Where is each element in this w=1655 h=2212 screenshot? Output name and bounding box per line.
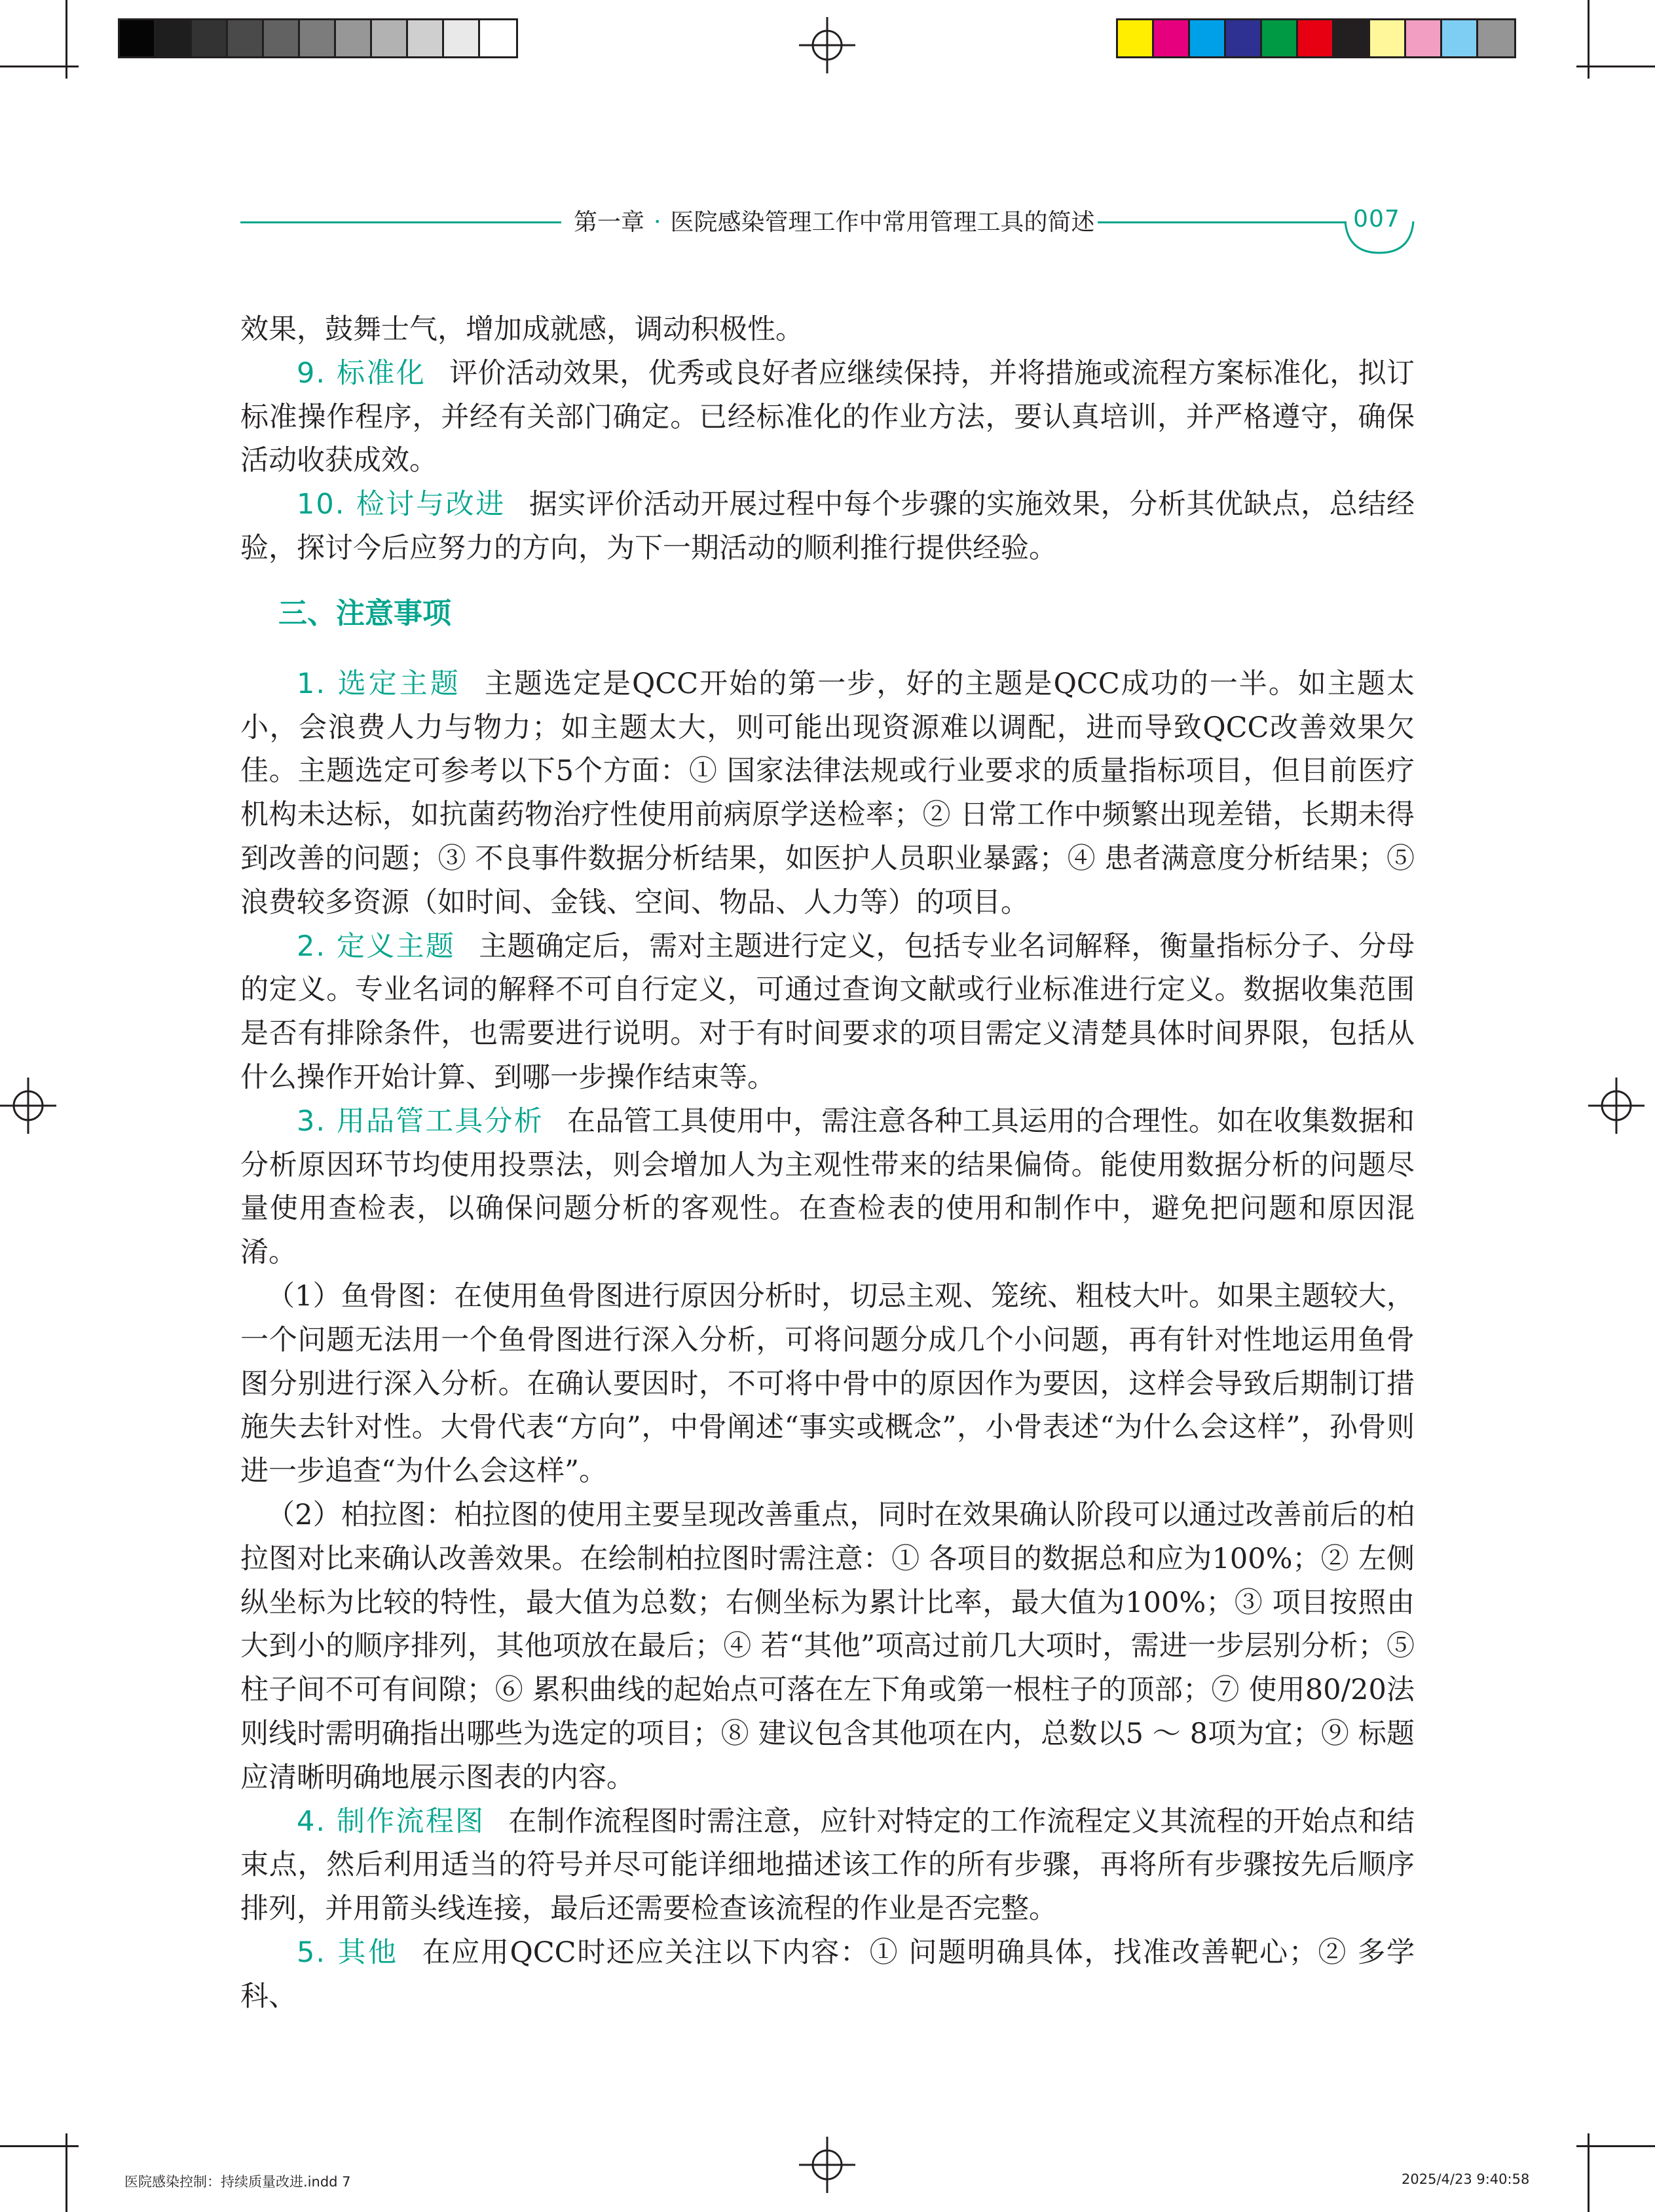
item-heading: 2. 定义主题 — [297, 929, 456, 963]
color-swatch — [120, 20, 156, 56]
paragraph-text: 主题选定是QCC开始的第一步，好的主题是QCC成功的一半。如主题太小，会浪费人力与物力；如主题太大，则可能出现资源难以调配，进而导致QCC改善效果欠佳。主题选定可参考以下5个方面：① 国家法律法规或行业要求的质量指标项目，但目前医疗机构未达标，如抗菌药物治疗性使用前病原学送检率；② 日常工作中频繁出现差错，长期未得到改善的问题；③ 不良事件数据分析结果，如医护人员职业暴露；④ 患者满意度分析结果；⑤ 浪费较多资源（如时间、金钱、空间、物品、人力等）的项目。 — [240, 667, 1415, 919]
paragraph-step-9 — [240, 352, 1415, 483]
color-swatch — [1154, 20, 1190, 56]
color-swatch — [372, 20, 408, 56]
color-swatch — [156, 20, 192, 56]
paragraph-item-2 — [240, 925, 1415, 1100]
chapter-label: 第一章 — [574, 209, 645, 236]
paragraph-text: 主题确定后，需对主题进行定义，包括专业名词解释，衡量指标分子、分母的定义。专业名词的解释不可自行定义，可通过查询文献或行业标准进行定义。数据收集范围是否有排除条件，也需要进行说明。对于有时间要求的项目需定义清楚具体时间界限，包括从什么操作开始计算、到哪一步操作结束等。 — [240, 929, 1415, 1094]
page-number-badge — [1343, 194, 1415, 256]
paragraph: 效果，鼓舞士气，增加成就感，调动积极性。 — [240, 313, 804, 346]
registration-mark-icon — [0, 1078, 56, 1134]
color-swatch — [480, 20, 516, 56]
page-body — [240, 308, 1415, 2018]
color-swatch — [336, 20, 372, 56]
header-rule-left — [240, 221, 561, 223]
crop-mark — [0, 66, 79, 67]
header-rule-right — [1098, 221, 1347, 223]
slug-filename: 医院感染控制：持续质量改进.indd 7 — [124, 2174, 351, 2190]
color-swatch — [1478, 20, 1514, 56]
section-title: 三、注意事项 — [278, 596, 451, 630]
color-swatch — [192, 20, 228, 56]
step-heading: 10. 检讨与改进 — [297, 488, 506, 521]
paragraph-text: 据实评价活动开展过程中每个步骤的实施效果，分析其优缺点，总结经验，探讨今后应努力的方向，为下一期活动的顺利推行提供经验。 — [240, 488, 1415, 565]
paragraph-text: 在应用QCC时还应关注以下内容：① 问题明确具体，找准改善靶心；② 多学科、 — [240, 1936, 1415, 2013]
paragraph-text: 在制作流程图时需注意，应针对特定的工作流程定义其流程的开始点和结束点，然后利用适当的符号并尽可能详细地描述该工作的所有步骤，再将所有步骤按先后顺序排列，并用箭头线连接，最后还需要检查该流程的作业是否完整。 — [240, 1805, 1415, 1926]
paragraph-step-10 — [240, 483, 1415, 571]
color-swatch — [1226, 20, 1262, 56]
step-heading: 9. 标准化 — [297, 356, 426, 390]
registration-mark-icon — [1588, 1078, 1645, 1134]
color-swatch — [1406, 20, 1442, 56]
paragraph-item-4 — [240, 1800, 1415, 1931]
paragraph-item-1 — [240, 662, 1415, 925]
color-swatch — [228, 20, 264, 56]
color-swatch — [1298, 20, 1334, 56]
paragraph-item-3 — [240, 1100, 1415, 1275]
crop-mark — [1576, 66, 1655, 67]
gray-color-bar — [118, 18, 518, 58]
item-heading: 3. 用品管工具分析 — [297, 1104, 544, 1138]
color-swatch — [264, 20, 300, 56]
crop-mark — [1576, 2145, 1655, 2147]
running-header — [574, 204, 1094, 241]
color-swatch — [1334, 20, 1370, 56]
slug-timestamp: 2025/4/23 9:40:58 — [1402, 2171, 1530, 2187]
item-heading: 4. 制作流程图 — [297, 1805, 485, 1838]
paragraph-text: 评价活动效果，优秀或良好者应继续保持，并将措施或流程方案标准化，拟订标准操作程序，并经有关部门确定。已经标准化的作业方法，要认真培训，并严格遵守，确保活动收获成效。 — [240, 356, 1415, 478]
process-color-bar — [1116, 18, 1516, 58]
paragraph-fishbone: （1）鱼骨图：在使用鱼骨图进行原因分析时，切忌主观、笼统、粗枝大叶。如果主题较大，一个问题无法用一个鱼骨图进行深入分析，可将问题分成几个小问题，再有针对性地运用鱼骨图分别进行深入分析。在确认要因时，不可将中骨中的原因作为要因，这样会导致后期制订措施失去针对性。大骨代表“方向”，中骨阐述“事实或概念”，小骨表述“为什么会这样”，孙骨则进一步追查“为什么会这样”。 — [240, 1279, 1415, 1488]
item-heading: 1. 选定主题 — [297, 667, 461, 700]
paragraph-text: 在品管工具使用中，需注意各种工具运用的合理性。如在收集数据和分析原因环节均使用投票法，则会增加人为主观性带来的结果偏倚。能使用数据分析的问题尽量使用查检表，以确保问题分析的客观性。在查检表的使用和制作中，避免把问题和原因混淆。 — [240, 1104, 1415, 1269]
page-number: 007 — [1353, 206, 1400, 233]
header-separator: · — [654, 209, 661, 236]
registration-mark-icon — [799, 17, 855, 73]
color-swatch — [300, 20, 336, 56]
crop-mark — [0, 2145, 79, 2147]
item-heading: 5. 其他 — [297, 1936, 399, 1969]
chapter-title: 医院感染管理工作中常用管理工具的简述 — [670, 209, 1095, 236]
color-swatch — [1442, 20, 1478, 56]
color-swatch — [1262, 20, 1298, 56]
color-swatch — [444, 20, 480, 56]
color-swatch — [408, 20, 444, 56]
paragraph-item-5 — [240, 1931, 1415, 2019]
paragraph-pareto: （2）柏拉图：柏拉图的使用主要呈现改善重点，同时在效果确认阶段可以通过改善前后的柏拉图对比来确认改善效果。在绘制柏拉图时需注意：① 各项目的数据总和应为100%；② 左侧纵坐标为比较的特性，最大值为总数；右侧坐标为累计比率，最大值为100%；③ 项目按照由大到小的顺序排列，其他项放在最后；④ 若“其他”项高过前几大项时，需进一步层别分析；⑤ 柱子间不可有间隙；⑥ 累积曲线的起始点可落在左下角或第一根柱子的顶部；⑦ 使用80/20法则线时需明确指出哪些为选定的项目；⑧ 建议包含其他项在内，总数以5 ～ 8项为宜；⑨ 标题应清晰明确地展示图表的内容。 — [240, 1498, 1415, 1794]
color-swatch — [1190, 20, 1226, 56]
registration-mark-icon — [799, 2137, 855, 2193]
color-swatch — [1370, 20, 1406, 56]
color-swatch — [1118, 20, 1154, 56]
